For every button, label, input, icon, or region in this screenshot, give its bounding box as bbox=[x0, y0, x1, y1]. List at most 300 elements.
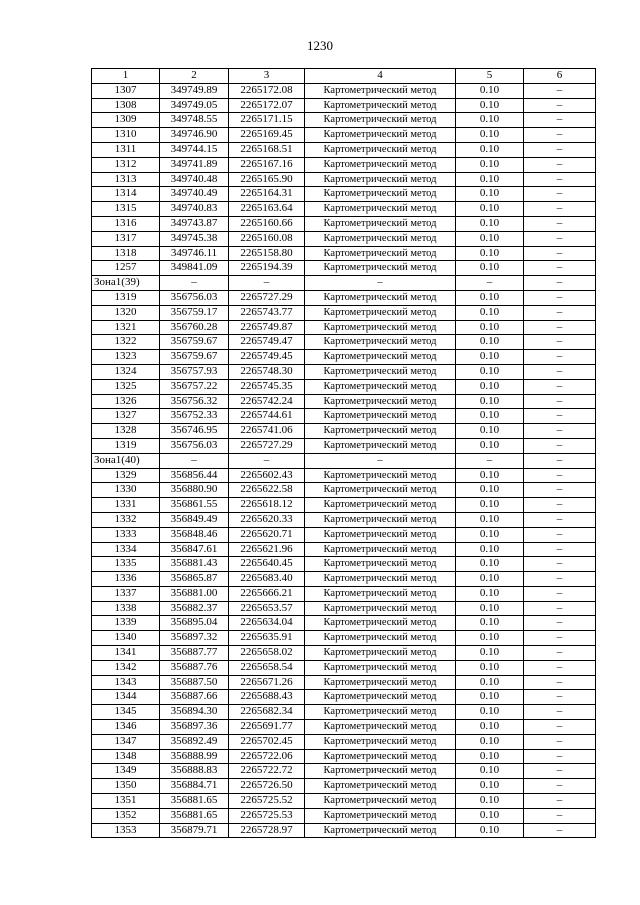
cell-y-coordinate: 2265728.97 bbox=[229, 823, 305, 838]
cell-method: – bbox=[305, 276, 456, 291]
cell-note: – bbox=[524, 616, 596, 631]
cell-accuracy: – bbox=[456, 453, 524, 468]
cell-y-coordinate: 2265722.06 bbox=[229, 749, 305, 764]
cell-point-number: 1333 bbox=[92, 527, 160, 542]
cell-accuracy: 0.10 bbox=[456, 601, 524, 616]
cell-point-number: 1346 bbox=[92, 720, 160, 735]
cell-point-number: 1336 bbox=[92, 572, 160, 587]
cell-x-coordinate: 349744.15 bbox=[160, 142, 229, 157]
cell-method: Картометрический метод bbox=[305, 557, 456, 572]
cell-y-coordinate: 2265158.80 bbox=[229, 246, 305, 261]
cell-point-number: 1257 bbox=[92, 261, 160, 276]
cell-point-number: 1348 bbox=[92, 749, 160, 764]
cell-y-coordinate: 2265635.91 bbox=[229, 631, 305, 646]
cell-y-coordinate: 2265640.45 bbox=[229, 557, 305, 572]
cell-method: Картометрический метод bbox=[305, 350, 456, 365]
cell-x-coordinate: 349749.05 bbox=[160, 98, 229, 113]
table-row bbox=[92, 364, 596, 379]
cell-x-coordinate: 356879.71 bbox=[160, 823, 229, 838]
cell-x-coordinate: 349749.89 bbox=[160, 83, 229, 98]
cell-x-coordinate: 356897.36 bbox=[160, 720, 229, 735]
cell-accuracy: 0.10 bbox=[456, 557, 524, 572]
cell-accuracy: 0.10 bbox=[456, 705, 524, 720]
cell-accuracy: 0.10 bbox=[456, 202, 524, 217]
cell-method: Картометрический метод bbox=[305, 720, 456, 735]
cell-point-number: 1327 bbox=[92, 409, 160, 424]
cell-accuracy: 0.10 bbox=[456, 409, 524, 424]
cell-accuracy: 0.10 bbox=[456, 246, 524, 261]
cell-point-number: 1319 bbox=[92, 438, 160, 453]
cell-x-coordinate: 356881.65 bbox=[160, 794, 229, 809]
cell-note: – bbox=[524, 779, 596, 794]
table-row bbox=[92, 557, 596, 572]
cell-y-coordinate: 2265702.45 bbox=[229, 734, 305, 749]
cell-y-coordinate: 2265671.26 bbox=[229, 675, 305, 690]
cell-point-number: 1315 bbox=[92, 202, 160, 217]
cell-note: – bbox=[524, 675, 596, 690]
cell-point-number: 1324 bbox=[92, 364, 160, 379]
cell-note: – bbox=[524, 631, 596, 646]
cell-method: Картометрический метод bbox=[305, 808, 456, 823]
cell-y-coordinate: 2265622.58 bbox=[229, 483, 305, 498]
cell-point-number: 1345 bbox=[92, 705, 160, 720]
cell-accuracy: 0.10 bbox=[456, 142, 524, 157]
cell-y-coordinate: 2265682.34 bbox=[229, 705, 305, 720]
cell-y-coordinate: 2265620.33 bbox=[229, 512, 305, 527]
cell-point-number: 1342 bbox=[92, 660, 160, 675]
cell-note: – bbox=[524, 83, 596, 98]
cell-y-coordinate: 2265725.52 bbox=[229, 794, 305, 809]
cell-point-number: Зона1(39) bbox=[92, 276, 160, 291]
table-row bbox=[92, 113, 596, 128]
cell-point-number: 1339 bbox=[92, 616, 160, 631]
table-row bbox=[92, 216, 596, 231]
cell-x-coordinate: 349740.83 bbox=[160, 202, 229, 217]
cell-accuracy: 0.10 bbox=[456, 498, 524, 513]
cell-accuracy: 0.10 bbox=[456, 216, 524, 231]
header-col-3: 3 bbox=[229, 69, 305, 84]
cell-y-coordinate: 2265683.40 bbox=[229, 572, 305, 587]
cell-note: – bbox=[524, 512, 596, 527]
cell-note: – bbox=[524, 823, 596, 838]
table-row bbox=[92, 660, 596, 675]
cell-x-coordinate: 349841.09 bbox=[160, 261, 229, 276]
coordinates-table bbox=[91, 68, 596, 838]
cell-point-number: 1340 bbox=[92, 631, 160, 646]
cell-method: Картометрический метод bbox=[305, 572, 456, 587]
table-row bbox=[92, 83, 596, 98]
cell-point-number: 1311 bbox=[92, 142, 160, 157]
table-row bbox=[92, 172, 596, 187]
cell-note: – bbox=[524, 542, 596, 557]
cell-accuracy: 0.10 bbox=[456, 394, 524, 409]
cell-point-number: 1331 bbox=[92, 498, 160, 513]
cell-note: – bbox=[524, 601, 596, 616]
table-row bbox=[92, 424, 596, 439]
table-row bbox=[92, 394, 596, 409]
cell-y-coordinate: 2265171.15 bbox=[229, 113, 305, 128]
cell-x-coordinate: 356757.93 bbox=[160, 364, 229, 379]
cell-point-number: 1310 bbox=[92, 128, 160, 143]
cell-x-coordinate: 356759.67 bbox=[160, 335, 229, 350]
cell-x-coordinate: 356757.22 bbox=[160, 379, 229, 394]
cell-x-coordinate: 356880.90 bbox=[160, 483, 229, 498]
cell-method: Картометрический метод bbox=[305, 690, 456, 705]
table-row bbox=[92, 231, 596, 246]
cell-note: – bbox=[524, 394, 596, 409]
cell-accuracy: 0.10 bbox=[456, 379, 524, 394]
cell-x-coordinate: 356887.66 bbox=[160, 690, 229, 705]
cell-accuracy: 0.10 bbox=[456, 660, 524, 675]
cell-point-number: 1321 bbox=[92, 320, 160, 335]
cell-point-number: 1353 bbox=[92, 823, 160, 838]
cell-note: – bbox=[524, 261, 596, 276]
cell-method: Картометрический метод bbox=[305, 157, 456, 172]
cell-y-coordinate: 2265634.04 bbox=[229, 616, 305, 631]
cell-x-coordinate: 349745.38 bbox=[160, 231, 229, 246]
header-row bbox=[92, 69, 596, 84]
cell-note: – bbox=[524, 764, 596, 779]
cell-accuracy: 0.10 bbox=[456, 646, 524, 661]
cell-point-number: 1317 bbox=[92, 231, 160, 246]
cell-method: Картометрический метод bbox=[305, 216, 456, 231]
cell-point-number: 1351 bbox=[92, 794, 160, 809]
cell-x-coordinate: 356856.44 bbox=[160, 468, 229, 483]
cell-method: Картометрический метод bbox=[305, 128, 456, 143]
cell-y-coordinate: – bbox=[229, 276, 305, 291]
table-row bbox=[92, 542, 596, 557]
cell-accuracy: 0.10 bbox=[456, 512, 524, 527]
cell-note: – bbox=[524, 690, 596, 705]
cell-y-coordinate: 2265727.29 bbox=[229, 438, 305, 453]
cell-method: Картометрический метод bbox=[305, 646, 456, 661]
cell-method: Картометрический метод bbox=[305, 542, 456, 557]
cell-point-number: 1308 bbox=[92, 98, 160, 113]
cell-accuracy: 0.10 bbox=[456, 690, 524, 705]
table-row bbox=[92, 808, 596, 823]
cell-accuracy: 0.10 bbox=[456, 290, 524, 305]
cell-method: Картометрический метод bbox=[305, 586, 456, 601]
cell-point-number: 1307 bbox=[92, 83, 160, 98]
table-row bbox=[92, 631, 596, 646]
cell-accuracy: 0.10 bbox=[456, 675, 524, 690]
cell-accuracy: 0.10 bbox=[456, 157, 524, 172]
cell-method: Картометрический метод bbox=[305, 734, 456, 749]
cell-point-number: 1335 bbox=[92, 557, 160, 572]
cell-point-number: 1314 bbox=[92, 187, 160, 202]
cell-note: – bbox=[524, 794, 596, 809]
cell-x-coordinate: 356756.32 bbox=[160, 394, 229, 409]
cell-accuracy: 0.10 bbox=[456, 438, 524, 453]
cell-accuracy: 0.10 bbox=[456, 305, 524, 320]
cell-method: Картометрический метод bbox=[305, 98, 456, 113]
cell-accuracy: 0.10 bbox=[456, 468, 524, 483]
cell-y-coordinate: 2265163.64 bbox=[229, 202, 305, 217]
cell-accuracy: 0.10 bbox=[456, 187, 524, 202]
cell-note: – bbox=[524, 98, 596, 113]
cell-x-coordinate: 356756.03 bbox=[160, 290, 229, 305]
cell-accuracy: 0.10 bbox=[456, 98, 524, 113]
table-row bbox=[92, 128, 596, 143]
cell-y-coordinate: 2265727.29 bbox=[229, 290, 305, 305]
cell-method: Картометрический метод bbox=[305, 424, 456, 439]
cell-x-coordinate: – bbox=[160, 276, 229, 291]
cell-x-coordinate: – bbox=[160, 453, 229, 468]
cell-y-coordinate: 2265194.39 bbox=[229, 261, 305, 276]
table-row bbox=[92, 572, 596, 587]
cell-point-number: 1344 bbox=[92, 690, 160, 705]
cell-accuracy: 0.10 bbox=[456, 113, 524, 128]
table-row bbox=[92, 512, 596, 527]
cell-accuracy: 0.10 bbox=[456, 128, 524, 143]
cell-method: Картометрический метод bbox=[305, 705, 456, 720]
cell-x-coordinate: 349746.11 bbox=[160, 246, 229, 261]
cell-accuracy: 0.10 bbox=[456, 172, 524, 187]
cell-y-coordinate: 2265745.35 bbox=[229, 379, 305, 394]
cell-note: – bbox=[524, 424, 596, 439]
cell-note: – bbox=[524, 749, 596, 764]
cell-accuracy: 0.10 bbox=[456, 794, 524, 809]
cell-method: Картометрический метод bbox=[305, 616, 456, 631]
cell-note: – bbox=[524, 142, 596, 157]
cell-y-coordinate: 2265164.31 bbox=[229, 187, 305, 202]
cell-note: – bbox=[524, 290, 596, 305]
cell-method: Картометрический метод bbox=[305, 320, 456, 335]
cell-method: Картометрический метод bbox=[305, 483, 456, 498]
cell-point-number: 1330 bbox=[92, 483, 160, 498]
cell-x-coordinate: 356884.71 bbox=[160, 779, 229, 794]
cell-accuracy: 0.10 bbox=[456, 823, 524, 838]
cell-x-coordinate: 356892.49 bbox=[160, 734, 229, 749]
cell-x-coordinate: 356895.04 bbox=[160, 616, 229, 631]
cell-x-coordinate: 356881.00 bbox=[160, 586, 229, 601]
cell-method: Картометрический метод bbox=[305, 113, 456, 128]
cell-x-coordinate: 356760.28 bbox=[160, 320, 229, 335]
cell-method: Картометрический метод bbox=[305, 305, 456, 320]
cell-y-coordinate: 2265621.96 bbox=[229, 542, 305, 557]
cell-point-number: 1347 bbox=[92, 734, 160, 749]
cell-accuracy: 0.10 bbox=[456, 542, 524, 557]
header-col-6: 6 bbox=[524, 69, 596, 84]
cell-point-number: 1352 bbox=[92, 808, 160, 823]
table-row bbox=[92, 453, 596, 468]
header-col-4: 4 bbox=[305, 69, 456, 84]
cell-x-coordinate: 356888.83 bbox=[160, 764, 229, 779]
cell-y-coordinate: 2265688.43 bbox=[229, 690, 305, 705]
cell-x-coordinate: 356746.95 bbox=[160, 424, 229, 439]
cell-x-coordinate: 356759.67 bbox=[160, 350, 229, 365]
cell-point-number: 1341 bbox=[92, 646, 160, 661]
table-row bbox=[92, 823, 596, 838]
cell-accuracy: 0.10 bbox=[456, 335, 524, 350]
cell-method: – bbox=[305, 453, 456, 468]
cell-y-coordinate: 2265742.24 bbox=[229, 394, 305, 409]
table-row bbox=[92, 734, 596, 749]
cell-note: – bbox=[524, 231, 596, 246]
cell-x-coordinate: 349748.55 bbox=[160, 113, 229, 128]
cell-point-number: 1349 bbox=[92, 764, 160, 779]
cell-x-coordinate: 356848.46 bbox=[160, 527, 229, 542]
cell-method: Картометрический метод bbox=[305, 675, 456, 690]
header-col-1: 1 bbox=[92, 69, 160, 84]
cell-point-number: 1309 bbox=[92, 113, 160, 128]
cell-point-number: 1313 bbox=[92, 172, 160, 187]
cell-y-coordinate: 2265725.53 bbox=[229, 808, 305, 823]
cell-note: – bbox=[524, 335, 596, 350]
cell-note: – bbox=[524, 350, 596, 365]
cell-method: Картометрический метод bbox=[305, 498, 456, 513]
cell-y-coordinate: 2265653.57 bbox=[229, 601, 305, 616]
cell-note: – bbox=[524, 379, 596, 394]
cell-point-number: 1329 bbox=[92, 468, 160, 483]
cell-y-coordinate: 2265658.54 bbox=[229, 660, 305, 675]
cell-method: Картометрический метод bbox=[305, 409, 456, 424]
cell-method: Картометрический метод bbox=[305, 660, 456, 675]
table-row bbox=[92, 794, 596, 809]
cell-point-number: 1350 bbox=[92, 779, 160, 794]
cell-accuracy: 0.10 bbox=[456, 720, 524, 735]
cell-x-coordinate: 349740.49 bbox=[160, 187, 229, 202]
table-row bbox=[92, 290, 596, 305]
cell-x-coordinate: 349740.48 bbox=[160, 172, 229, 187]
cell-note: – bbox=[524, 187, 596, 202]
table-row bbox=[92, 749, 596, 764]
cell-note: – bbox=[524, 527, 596, 542]
cell-point-number: Зона1(40) bbox=[92, 453, 160, 468]
cell-y-coordinate: 2265160.66 bbox=[229, 216, 305, 231]
table-row bbox=[92, 646, 596, 661]
cell-y-coordinate: – bbox=[229, 453, 305, 468]
cell-method: Картометрический метод bbox=[305, 142, 456, 157]
cell-method: Картометрический метод bbox=[305, 394, 456, 409]
cell-accuracy: 0.10 bbox=[456, 631, 524, 646]
cell-x-coordinate: 356888.99 bbox=[160, 749, 229, 764]
cell-method: Картометрический метод bbox=[305, 794, 456, 809]
cell-x-coordinate: 356861.55 bbox=[160, 498, 229, 513]
cell-note: – bbox=[524, 498, 596, 513]
cell-x-coordinate: 356887.77 bbox=[160, 646, 229, 661]
cell-point-number: 1332 bbox=[92, 512, 160, 527]
table-row bbox=[92, 320, 596, 335]
cell-method: Картометрический метод bbox=[305, 823, 456, 838]
header-col-2: 2 bbox=[160, 69, 229, 84]
cell-x-coordinate: 349741.89 bbox=[160, 157, 229, 172]
cell-note: – bbox=[524, 216, 596, 231]
table-row bbox=[92, 601, 596, 616]
cell-note: – bbox=[524, 320, 596, 335]
table-row bbox=[92, 246, 596, 261]
cell-note: – bbox=[524, 483, 596, 498]
cell-y-coordinate: 2265748.30 bbox=[229, 364, 305, 379]
cell-method: Картометрический метод bbox=[305, 364, 456, 379]
cell-method: Картометрический метод bbox=[305, 779, 456, 794]
table-row bbox=[92, 142, 596, 157]
cell-x-coordinate: 356752.33 bbox=[160, 409, 229, 424]
table-row bbox=[92, 276, 596, 291]
cell-point-number: 1334 bbox=[92, 542, 160, 557]
cell-point-number: 1319 bbox=[92, 290, 160, 305]
cell-x-coordinate: 356881.65 bbox=[160, 808, 229, 823]
cell-method: Картометрический метод bbox=[305, 335, 456, 350]
cell-note: – bbox=[524, 157, 596, 172]
cell-y-coordinate: 2265169.45 bbox=[229, 128, 305, 143]
cell-x-coordinate: 356894.30 bbox=[160, 705, 229, 720]
cell-method: Картометрический метод bbox=[305, 83, 456, 98]
table-row bbox=[92, 764, 596, 779]
cell-note: – bbox=[524, 438, 596, 453]
cell-y-coordinate: 2265741.06 bbox=[229, 424, 305, 439]
cell-accuracy: 0.10 bbox=[456, 808, 524, 823]
cell-method: Картометрический метод bbox=[305, 246, 456, 261]
cell-note: – bbox=[524, 276, 596, 291]
cell-method: Картометрический метод bbox=[305, 231, 456, 246]
cell-method: Картометрический метод bbox=[305, 202, 456, 217]
cell-note: – bbox=[524, 409, 596, 424]
cell-y-coordinate: 2265658.02 bbox=[229, 646, 305, 661]
cell-y-coordinate: 2265168.51 bbox=[229, 142, 305, 157]
cell-note: – bbox=[524, 808, 596, 823]
cell-note: – bbox=[524, 720, 596, 735]
cell-accuracy: 0.10 bbox=[456, 261, 524, 276]
cell-method: Картометрический метод bbox=[305, 512, 456, 527]
table-row bbox=[92, 98, 596, 113]
table-row bbox=[92, 690, 596, 705]
cell-method: Картометрический метод bbox=[305, 379, 456, 394]
cell-x-coordinate: 349746.90 bbox=[160, 128, 229, 143]
cell-note: – bbox=[524, 557, 596, 572]
cell-x-coordinate: 356882.37 bbox=[160, 601, 229, 616]
cell-note: – bbox=[524, 468, 596, 483]
cell-point-number: 1337 bbox=[92, 586, 160, 601]
cell-note: – bbox=[524, 172, 596, 187]
cell-note: – bbox=[524, 586, 596, 601]
table-row bbox=[92, 157, 596, 172]
cell-x-coordinate: 356759.17 bbox=[160, 305, 229, 320]
cell-point-number: 1338 bbox=[92, 601, 160, 616]
table-row bbox=[92, 379, 596, 394]
cell-method: Картометрический метод bbox=[305, 631, 456, 646]
cell-y-coordinate: 2265722.72 bbox=[229, 764, 305, 779]
cell-method: Картометрический метод bbox=[305, 172, 456, 187]
cell-y-coordinate: 2265666.21 bbox=[229, 586, 305, 601]
cell-note: – bbox=[524, 113, 596, 128]
cell-y-coordinate: 2265620.71 bbox=[229, 527, 305, 542]
cell-point-number: 1320 bbox=[92, 305, 160, 320]
cell-method: Картометрический метод bbox=[305, 290, 456, 305]
table-row bbox=[92, 350, 596, 365]
table-row bbox=[92, 483, 596, 498]
cell-note: – bbox=[524, 128, 596, 143]
cell-accuracy: 0.10 bbox=[456, 764, 524, 779]
table-row bbox=[92, 335, 596, 350]
cell-x-coordinate: 356897.32 bbox=[160, 631, 229, 646]
cell-method: Картометрический метод bbox=[305, 261, 456, 276]
cell-accuracy: 0.10 bbox=[456, 616, 524, 631]
cell-x-coordinate: 356847.61 bbox=[160, 542, 229, 557]
page-number: 1230 bbox=[307, 38, 333, 53]
cell-x-coordinate: 356881.43 bbox=[160, 557, 229, 572]
cell-y-coordinate: 2265744.61 bbox=[229, 409, 305, 424]
cell-note: – bbox=[524, 202, 596, 217]
cell-accuracy: 0.10 bbox=[456, 83, 524, 98]
table-row bbox=[92, 498, 596, 513]
cell-point-number: 1323 bbox=[92, 350, 160, 365]
cell-point-number: 1326 bbox=[92, 394, 160, 409]
header-col-5: 5 bbox=[456, 69, 524, 84]
cell-y-coordinate: 2265172.07 bbox=[229, 98, 305, 113]
cell-method: Картометрический метод bbox=[305, 601, 456, 616]
cell-y-coordinate: 2265749.45 bbox=[229, 350, 305, 365]
